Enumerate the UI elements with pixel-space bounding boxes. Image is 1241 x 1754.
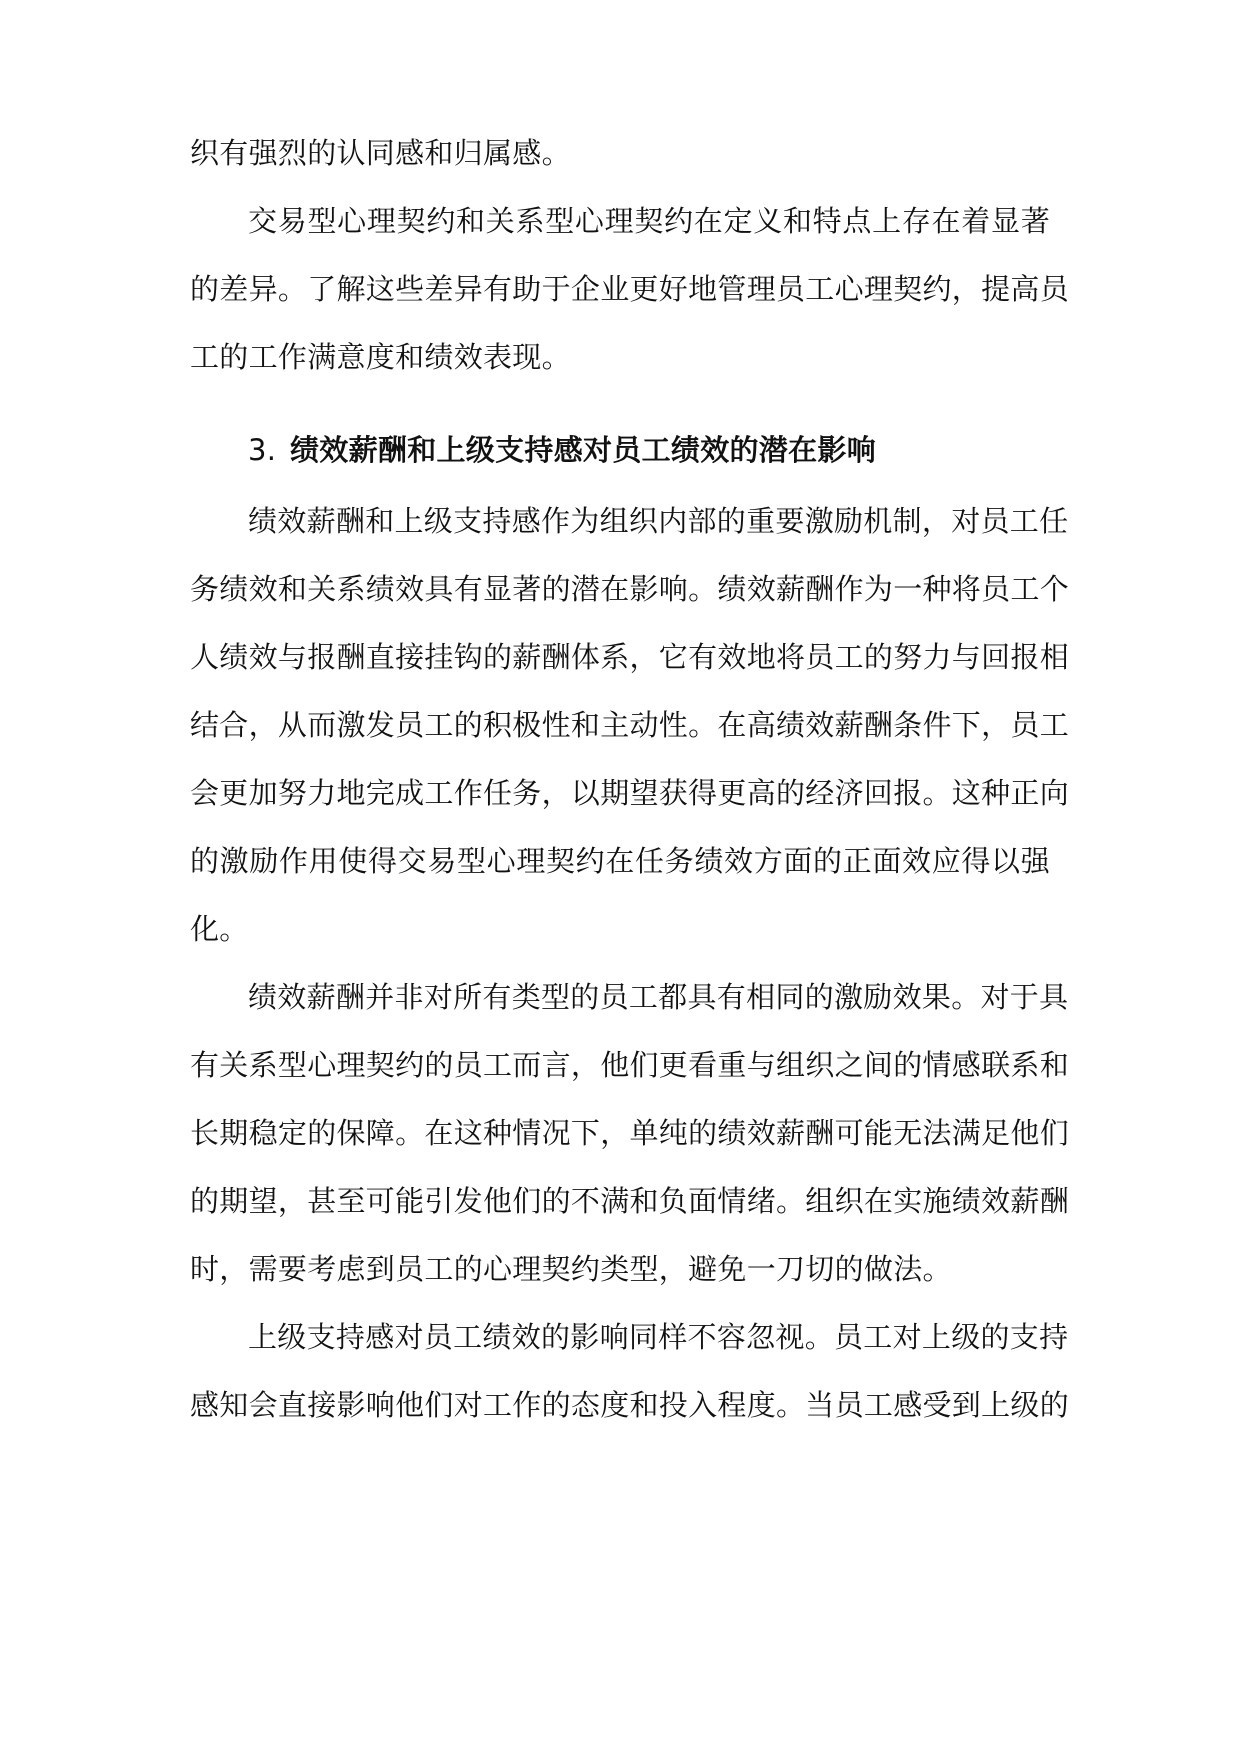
- section-number: 3.: [248, 433, 277, 467]
- paragraph-line: 有关系型心理契约的员工而言，他们更看重与组织之间的情感联系和: [190, 1048, 1070, 1082]
- paragraph-line: 会更加努力地完成工作任务，以期望获得更高的经济回报。这种正向: [190, 776, 1070, 810]
- paragraph-line: 绩效薪酬并非对所有类型的员工都具有相同的激励效果。对于具: [248, 980, 1069, 1014]
- paragraph-line: 感知会直接影响他们对工作的态度和投入程度。当员工感受到上级的: [190, 1388, 1070, 1422]
- paragraph-line: 交易型心理契约和关系型心理契约在定义和特点上存在着显著: [248, 204, 1050, 238]
- paragraph-line: 时，需要考虑到员工的心理契约类型，避免一刀切的做法。: [190, 1252, 952, 1286]
- paragraph-line: 务绩效和关系绩效具有显著的潜在影响。绩效薪酬作为一种将员工个: [190, 572, 1070, 606]
- paragraph-line: 工的工作满意度和绩效表现。: [190, 340, 571, 374]
- paragraph-line: 结合，从而激发员工的积极性和主动性。在高绩效薪酬条件下，员工: [190, 708, 1070, 742]
- paragraph-line: 人绩效与报酬直接挂钩的薪酬体系，它有效地将员工的努力与回报相: [190, 640, 1070, 674]
- section-heading: [248, 420, 1050, 480]
- paragraph-line: 化。: [190, 912, 249, 946]
- paragraph-line: 的激励作用使得交易型心理契约在任务绩效方面的正面效应得以强: [190, 844, 1050, 878]
- paragraph-line: 长期稳定的保障。在这种情况下，单纯的绩效薪酬可能无法满足他们: [190, 1116, 1070, 1150]
- paragraph-line: 的差异。了解这些差异有助于企业更好地管理员工心理契约，提高员: [190, 272, 1070, 306]
- section-title: 绩效薪酬和上级支持感对员工绩效的潜在影响: [290, 433, 877, 467]
- paragraph-line: 上级支持感对员工绩效的影响同样不容忽视。员工对上级的支持: [248, 1320, 1069, 1354]
- paragraph-line: 织有强烈的认同感和归属感。: [190, 136, 571, 170]
- paragraph-line: 的期望，甚至可能引发他们的不满和负面情绪。组织在实施绩效薪酬: [190, 1184, 1070, 1218]
- paragraph-line: 绩效薪酬和上级支持感作为组织内部的重要激励机制，对员工任: [248, 504, 1069, 538]
